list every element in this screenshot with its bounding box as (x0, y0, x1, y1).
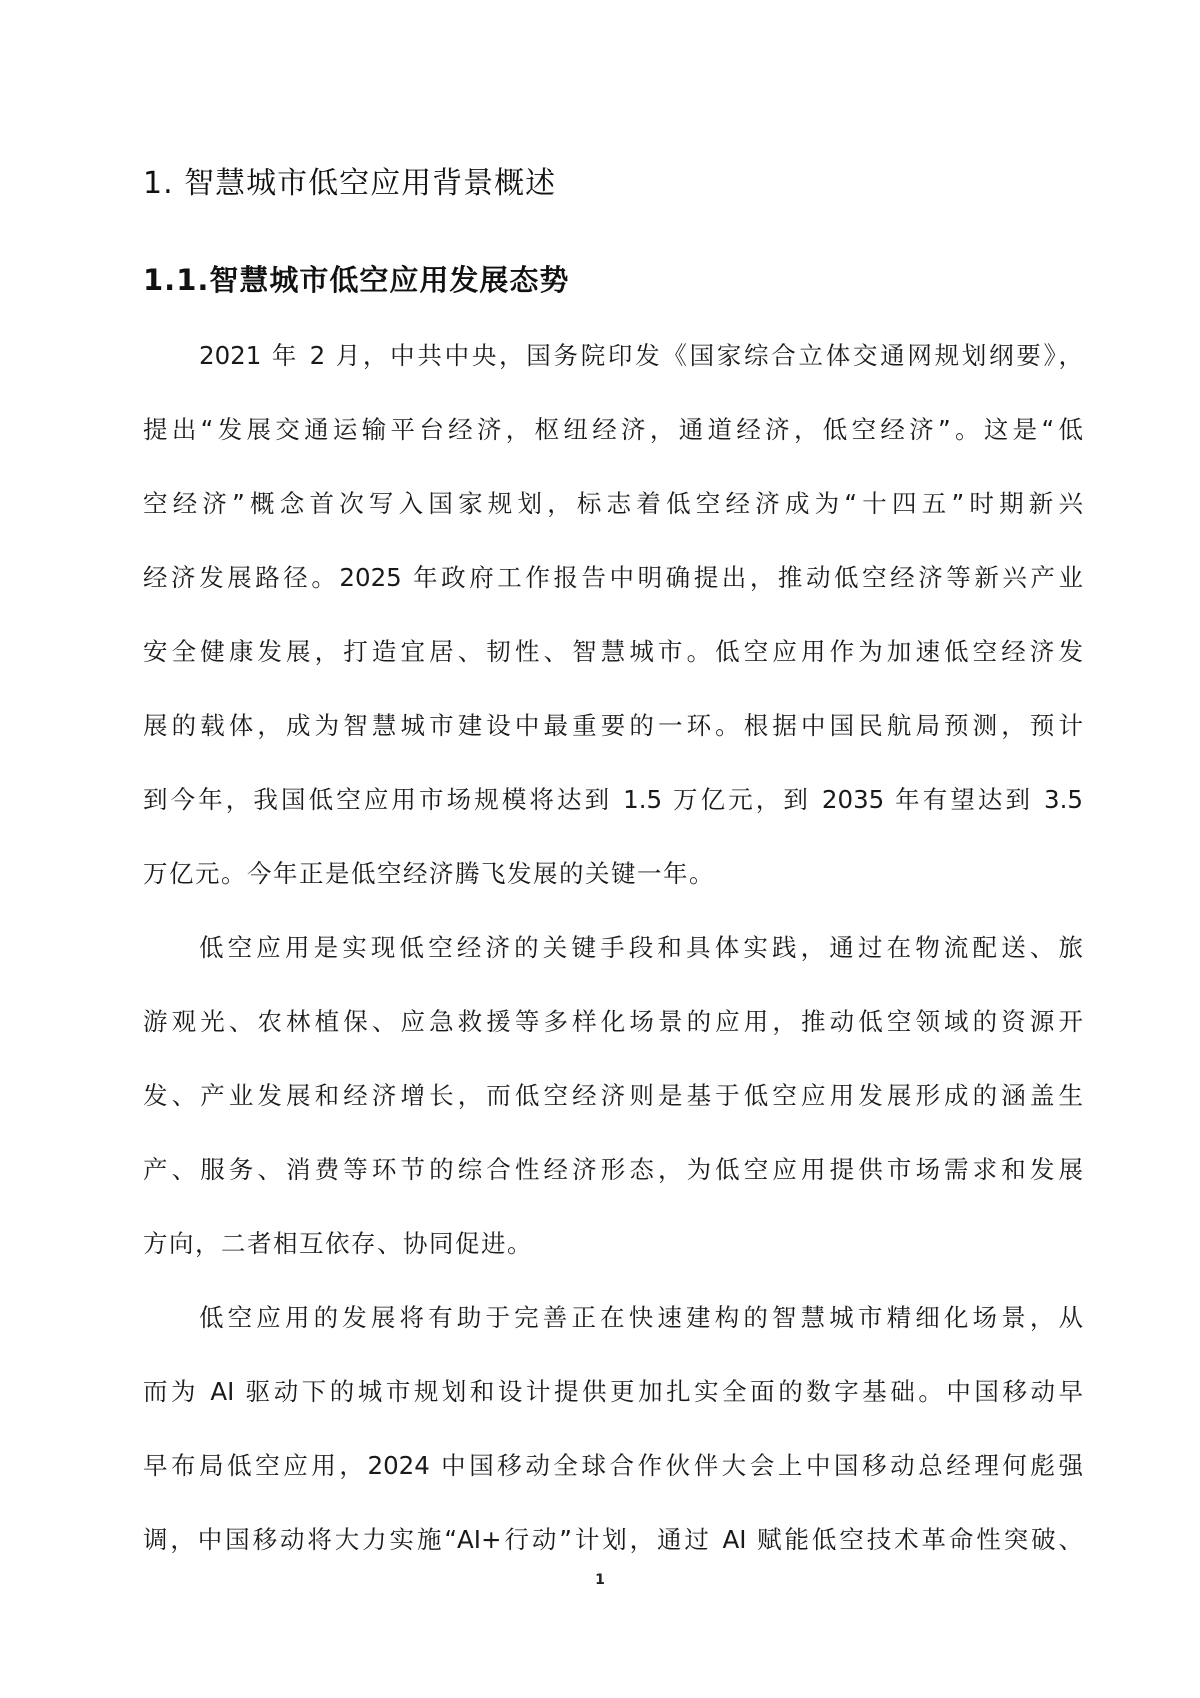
paragraph-line: 而为 AI 驱动下的城市规划和设计提供更加扎实全面的数字基础。中国移动早 (143, 1377, 1083, 1406)
paragraph-line: 早布局低空应用，2024 中国移动全球合作伙伴大会上中国移动总经理何彪强 (143, 1451, 1083, 1480)
paragraph-line: 低空应用的发展将有助于完善正在快速建构的智慧城市精细化场景，从 (199, 1303, 1083, 1332)
paragraph-line: 产、服务、消费等环节的综合性经济形态，为低空应用提供市场需求和发展 (143, 1155, 1083, 1184)
page-number: 1 (595, 1572, 605, 1588)
paragraph-line: 低空应用是实现低空经济的关键手段和具体实践，通过在物流配送、旅 (199, 933, 1083, 962)
paragraph-line: 空经济”概念首次写入国家规划，标志着低空经济成为“十四五”时期新兴 (143, 489, 1083, 518)
subsection-heading: 1.1.智慧城市低空应用发展态势 (143, 263, 570, 297)
paragraph-line: 经济发展路径。2025 年政府工作报告中明确提出，推动低空经济等新兴产业 (143, 563, 1083, 592)
paragraph-line: 安全健康发展，打造宜居、韧性、智慧城市。低空应用作为加速低空经济发 (143, 637, 1083, 666)
paragraph-line: 万亿元。今年正是低空经济腾飞发展的关键一年。 (143, 859, 715, 888)
paragraph-line: 调，中国移动将大力实施“AI+行动”计划，通过 AI 赋能低空技术革命性突破、 (143, 1525, 1083, 1554)
paragraph-line: 2021 年 2 月，中共中央，国务院印发《国家综合立体交通网规划纲要》， (199, 341, 1083, 370)
paragraph-line: 方向，二者相互依存、协同促进。 (143, 1229, 533, 1258)
paragraph-line: 提出“发展交通运输平台经济，枢纽经济，通道经济，低空经济”。这是“低 (143, 415, 1083, 444)
paragraph-line: 游观光、农林植保、应急救援等多样化场景的应用，推动低空领域的资源开 (143, 1007, 1083, 1036)
paragraph-line: 发、产业发展和经济增长，而低空经济则是基于低空应用发展形成的涵盖生 (143, 1081, 1083, 1110)
section-heading: 1. 智慧城市低空应用背景概述 (143, 166, 557, 201)
paragraph-line: 到今年，我国低空应用市场规模将达到 1.5 万亿元，到 2035 年有望达到 3.5 (143, 785, 1083, 814)
paragraph-line: 展的载体，成为智慧城市建设中最重要的一环。根据中国民航局预测，预计 (143, 711, 1083, 740)
